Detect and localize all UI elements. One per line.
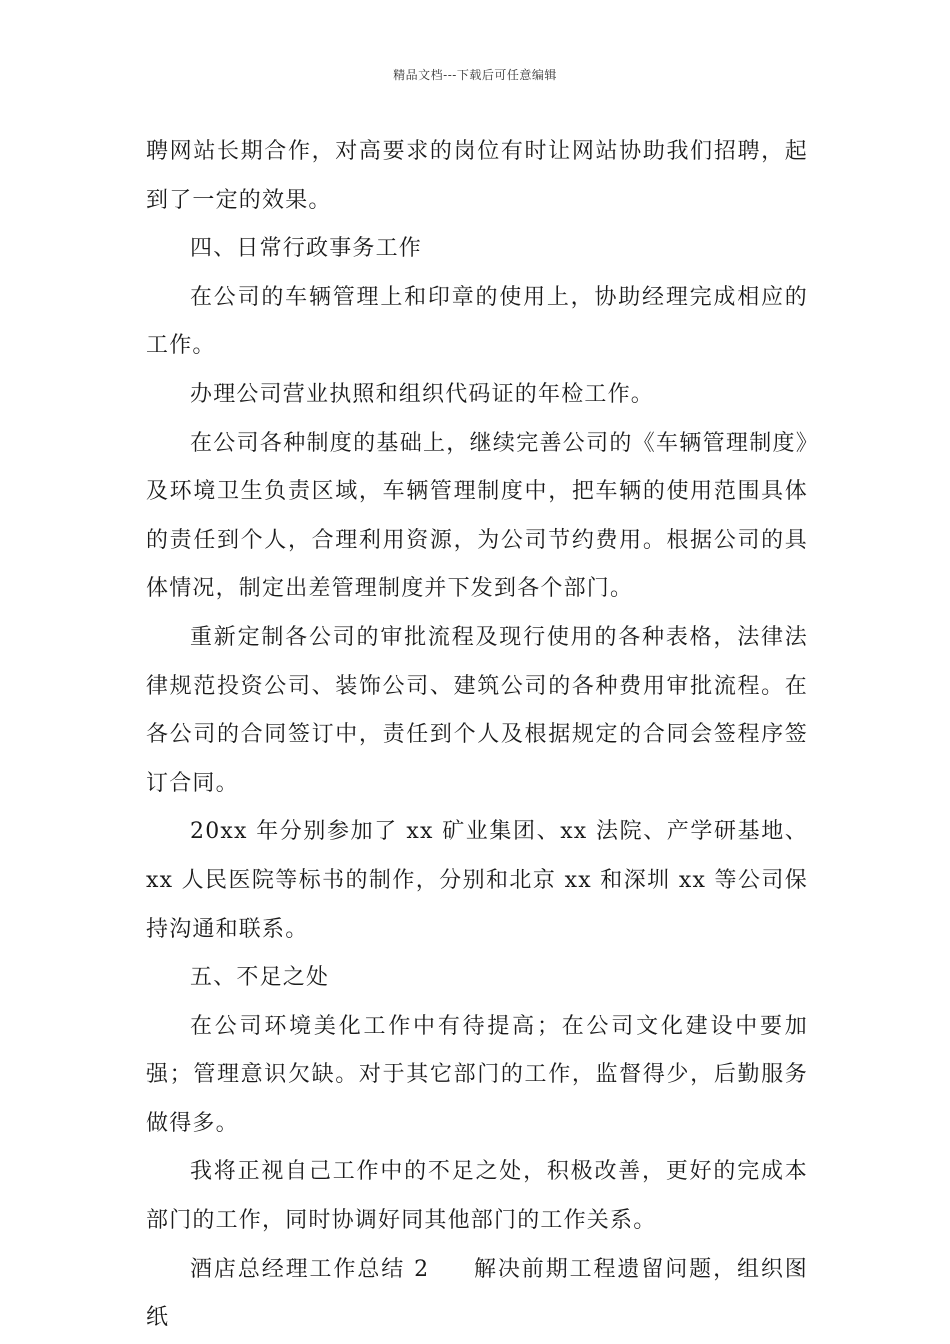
paragraph-continuation: 聘网站长期合作，对高要求的岗位有时让网站协助我们招聘，起到了一定的效果。 xyxy=(146,139,808,213)
document-body xyxy=(146,128,808,1343)
paragraph-vehicle-seal: 在公司的车辆管理上和印章的使用上，协助经理完成相应的工作。 xyxy=(146,284,808,359)
paragraph-annual-inspection: 办理公司营业执照和组织代码证的年检工作。 xyxy=(190,381,655,407)
paragraph-bidding: 20xx 年分别参加了 xx 矿业集团、xx 法院、产学研基地、xx 人民医院等标书的制作，分别和北京 xx 和深圳 xx 等公司保持沟通和联系。 xyxy=(146,819,808,942)
summary-title: 酒店总经理工作总结 2 xyxy=(190,1256,430,1282)
paragraph-system-improvement: 在公司各种制度的基础上，继续完善公司的《车辆管理制度》及环境卫生负责区域，车辆管理制度中，把车辆的使用范围具体的责任到个人，合理利用资源，为公司节约费用。根据公司的具体情况，制定出差管理制度并下发到各个部门。 xyxy=(146,430,808,602)
page-header: 精品文档---下载后可任意编辑 xyxy=(393,68,557,82)
section-heading-5: 五、不足之处 xyxy=(190,965,330,991)
summary-text: 解决前期工程遗留问题，组织图纸 xyxy=(146,1256,808,1331)
paragraph-improvement-plan: 我将正视自己工作中的不足之处，积极改善，更好的完成本部门的工作，同时协调好同其他部门的工作关系。 xyxy=(146,1159,808,1234)
paragraph-summary-2 xyxy=(146,1246,808,1343)
paragraph-approval-process: 重新定制各公司的审批流程及现行使用的各种表格，法律法律规范投资公司、装饰公司、建筑公司的各种费用审批流程。在各公司的合同签订中，责任到个人及根据规定的合同会签程序签订合同。 xyxy=(146,624,808,796)
paragraph-shortcomings: 在公司环境美化工作中有待提高；在公司文化建设中要加强；管理意识欠缺。对于其它部门的工作，监督得少，后勤服务做得多。 xyxy=(146,1013,808,1136)
section-heading-4: 四、日常行政事务工作 xyxy=(190,236,423,262)
